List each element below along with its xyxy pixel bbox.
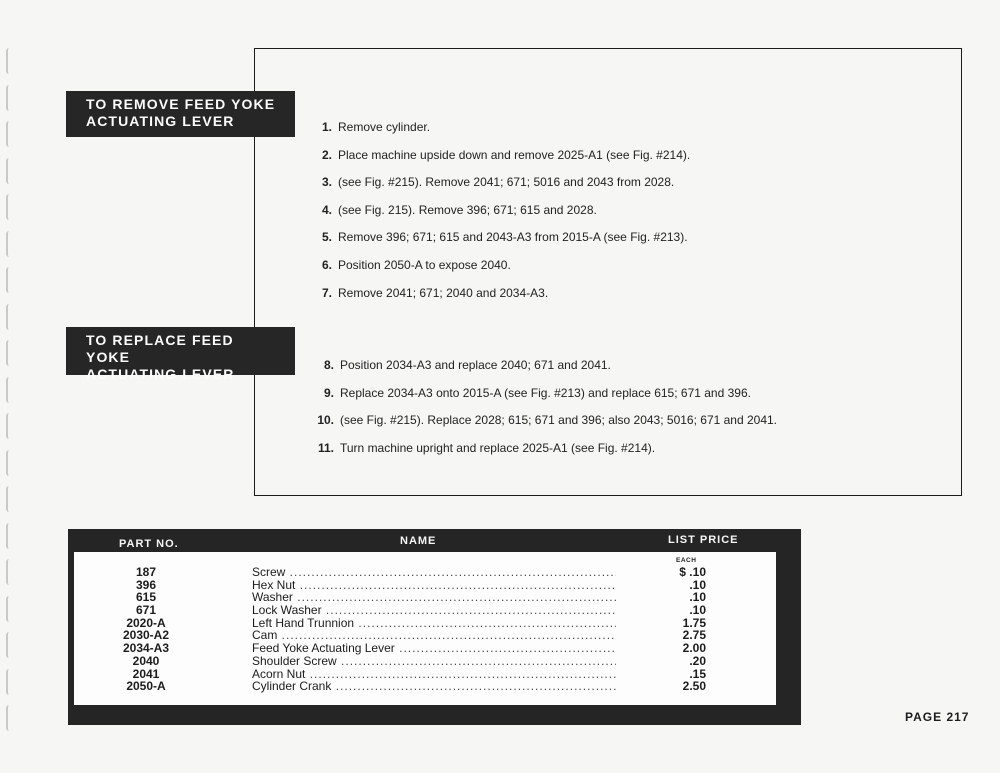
step-text: (see Fig. #215). Replace 2028; 615; 671 and 396; also 2043; 5016; 671 and 2041.: [340, 413, 778, 428]
part-price: .20: [689, 654, 706, 668]
binding-mark: [6, 48, 12, 74]
part-number: 396: [135, 578, 157, 592]
part-number: 2050-A: [126, 680, 166, 693]
binding-mark: [6, 413, 12, 439]
instruction-step: [312, 358, 611, 372]
binding-mark: [6, 669, 12, 695]
binding-mark: [6, 486, 12, 512]
part-price: $ .10: [679, 566, 706, 579]
binding-mark: [6, 194, 12, 220]
binding-mark: [6, 158, 12, 184]
step-text: Position 2034-A3 and replace 2040; 671 and 2041.: [340, 358, 611, 372]
binding-mark: [6, 85, 12, 111]
part-price: .10: [689, 604, 706, 617]
binding-mark: [6, 450, 12, 476]
step-text: Remove 2041; 671; 2040 and 2034-A3.: [338, 285, 549, 300]
page-number: PAGE 217: [905, 710, 970, 724]
step-number: 2.: [321, 147, 332, 162]
instruction-step: [312, 441, 655, 455]
replace-heading-line-2: ACTUATING LEVER: [86, 366, 235, 382]
binding-mark: [6, 705, 12, 731]
step-number: 9.: [323, 385, 334, 400]
step-number: 7.: [321, 285, 332, 300]
part-price: .10: [689, 578, 706, 592]
instruction-step: [310, 230, 688, 244]
instructions-frame: [254, 48, 962, 496]
instruction-step: [310, 286, 548, 300]
step-text: Remove 396; 671; 615 and 2043-A3 from 2015-A (see Fig. #213).: [338, 230, 688, 245]
step-text: Replace 2034-A3 onto 2015-A (see Fig. #213) and replace 615; 671 and 396.: [340, 385, 751, 400]
part-name: Acorn Nut .....: [252, 668, 616, 681]
binding-mark: [6, 559, 12, 585]
part-number: 2020-A: [126, 616, 166, 630]
instruction-step: [310, 120, 430, 134]
part-number: 2030-A2: [122, 629, 170, 643]
part-price: 2.00: [682, 642, 706, 655]
binding-mark: [6, 377, 12, 403]
header-part-no: PART NO.: [119, 538, 179, 550]
binding-mark: [6, 340, 12, 366]
part-name: Washer .....: [252, 591, 616, 604]
part-name-column: [252, 566, 616, 693]
binding-mark: [6, 523, 12, 549]
part-price: 2.50: [682, 680, 706, 693]
binding-mark: [6, 304, 12, 330]
instruction-step: [310, 258, 511, 272]
part-number: 2040: [132, 654, 160, 668]
part-name: Left Hand Trunnion .....: [252, 617, 616, 630]
instruction-step: [310, 148, 690, 162]
step-number: 5.: [321, 230, 332, 245]
part-price: .15: [689, 667, 706, 681]
binding-mark: [6, 632, 12, 658]
header-name: NAME: [400, 535, 437, 547]
step-number: 3.: [321, 175, 332, 190]
part-name: Cam .....: [252, 629, 616, 642]
step-number: 8.: [323, 358, 334, 372]
instruction-step: [310, 203, 597, 217]
binding-mark: [6, 231, 12, 257]
replace-section-heading: [66, 327, 295, 382]
step-text: Position 2050-A to expose 2040.: [338, 258, 511, 272]
part-number: 2041: [132, 667, 160, 681]
part-name: Cylinder Crank .....: [252, 680, 616, 693]
part-price-column: [640, 566, 706, 693]
binding-mark: [6, 121, 12, 147]
remove-section-heading: [66, 91, 295, 137]
part-name: Screw .....: [252, 566, 616, 579]
part-number: 2034-A3: [122, 642, 170, 655]
part-number: 671: [135, 604, 157, 617]
step-text: Place machine upside down and remove 2025-A1 (see Fig. #214).: [338, 147, 691, 162]
part-name: Lock Washer .....: [252, 604, 616, 617]
remove-heading-line-2: ACTUATING LEVER: [86, 113, 235, 129]
step-number: 10.: [317, 413, 334, 428]
step-text: (see Fig. #215). Remove 2041; 671; 5016 and 2043 from 2028.: [338, 175, 675, 190]
step-text: Remove cylinder.: [338, 120, 431, 134]
step-number: 4.: [321, 202, 332, 217]
step-text: (see Fig. 215). Remove 396; 671; 615 and 2028.: [338, 202, 597, 217]
part-name: Hex Nut .....: [252, 579, 616, 592]
part-number: 187: [135, 566, 157, 579]
part-price: 2.75: [682, 629, 706, 643]
binding-mark: [6, 596, 12, 622]
instruction-step: [312, 413, 777, 427]
step-number: 6.: [321, 258, 332, 272]
part-number-column: [116, 566, 176, 693]
part-number: 615: [135, 591, 157, 605]
header-list-price: LIST PRICE: [668, 534, 739, 546]
step-number: 1.: [321, 120, 332, 134]
part-price: .10: [689, 591, 706, 605]
instruction-step: [312, 386, 751, 400]
part-name: Feed Yoke Actuating Lever .....: [252, 642, 616, 655]
replace-heading-line-1: TO REPLACE FEED YOKE: [86, 332, 234, 365]
part-name: Shoulder Screw .....: [252, 655, 616, 668]
each-label: EACH: [676, 557, 697, 564]
step-text: Turn machine upright and replace 2025-A1 (see Fig. #214).: [340, 440, 656, 455]
binding-mark: [6, 267, 12, 293]
step-number: 11.: [317, 440, 334, 455]
part-price: 1.75: [682, 616, 706, 630]
instruction-step: [310, 175, 674, 189]
remove-heading-line-1: TO REMOVE FEED YOKE: [86, 96, 276, 112]
